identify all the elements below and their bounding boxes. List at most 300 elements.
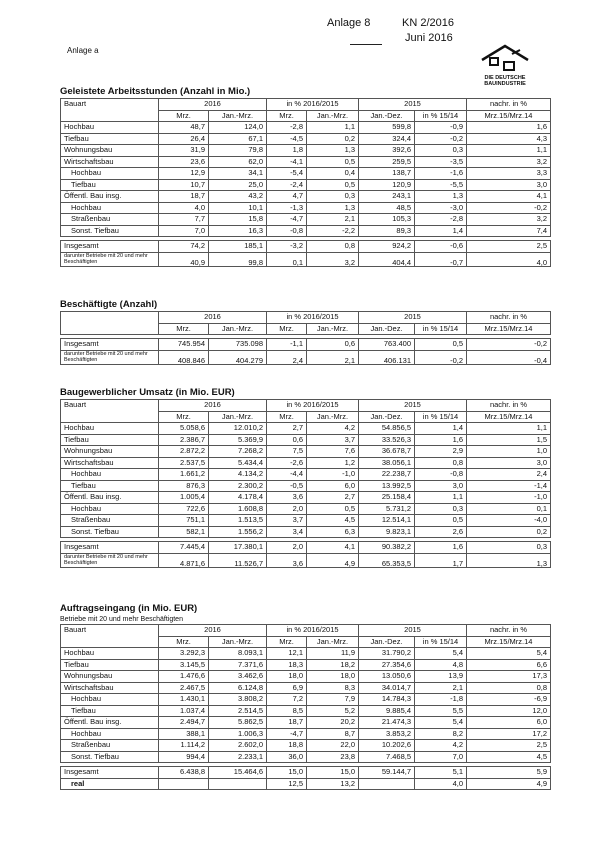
table-cell: 2.494,7 [159,717,209,729]
table-cell: 4.178,4 [209,492,267,504]
table-cell: 3,2 [467,214,551,226]
table-cell: 7,0 [415,751,467,763]
table-row [61,492,551,504]
employees-table [60,311,551,365]
table-cell: 4,3 [467,133,551,145]
table-cell: 5.434,4 [209,457,267,469]
table-cell: -1,4 [467,480,551,492]
row-label: darunter Betriebe mit 20 und mehr Beschäftigten [61,252,159,266]
table-cell: 5,4 [415,648,467,660]
table-cell: -2,4 [267,179,307,191]
column-header: Bauart [61,625,159,648]
table-cell: 1,0 [467,446,551,458]
report-month: Juni 2016 [405,32,453,44]
column-subheader: Mrz. [267,323,307,335]
table-row [61,191,551,203]
table-cell: 1.476,6 [159,671,209,683]
table-cell: 4,9 [467,778,551,790]
table-cell: 0,5 [415,515,467,527]
column-subheader: Jan.-Mrz. [209,636,267,648]
table-cell: 3,6 [267,492,307,504]
table-cell: 185,1 [209,241,267,253]
table-row [61,241,551,253]
table-cell: 15,8 [209,214,267,226]
table-cell: 876,3 [159,480,209,492]
section-title: Baugewerblicher Umsatz (in Mio. EUR) [60,387,235,398]
table-cell: 8,2 [415,728,467,740]
table-row [61,682,551,694]
table-cell: 1,7 [415,553,467,567]
table-cell: 0,3 [307,191,359,203]
table-row [61,480,551,492]
column-subheader: in % 15/14 [415,323,467,335]
table-cell: 1,4 [415,423,467,435]
table-cell: -2,8 [415,214,467,226]
table-cell: 138,7 [359,168,415,180]
table-cell: 14.784,3 [359,694,415,706]
row-label: Hochbau [61,503,159,515]
table-row [61,717,551,729]
table-cell: 0,5 [307,179,359,191]
table-cell: 20,2 [307,717,359,729]
table-cell: 6,6 [467,659,551,671]
table-cell: 4,7 [267,191,307,203]
table-cell: -5,5 [415,179,467,191]
table-cell: 6,3 [307,526,359,538]
table-cell: 1,2 [307,457,359,469]
table-cell: 4,2 [307,423,359,435]
table-cell: 2,5 [467,241,551,253]
table-row [61,225,551,237]
table-cell: 1.006,3 [209,728,267,740]
table-cell: 18,0 [307,671,359,683]
table-cell: 2,5 [467,740,551,752]
table-cell: 59.144,7 [359,767,415,779]
table-row [61,457,551,469]
table-row [61,469,551,481]
column-header: nachr. in % [467,312,551,324]
table-cell: 1,6 [415,434,467,446]
table-cell: 48,7 [159,122,209,134]
column-subheader: Mrz.15/Mrz.14 [467,636,551,648]
section-orders [60,603,550,790]
column-subheader: Mrz.15/Mrz.14 [467,411,551,423]
table-row [61,202,551,214]
column-header: nachr. in % [467,400,551,412]
table-cell: 23,6 [159,156,209,168]
table-cell: 0,8 [467,682,551,694]
column-subheader: Jan.-Mrz. [307,636,359,648]
section-turnover [60,387,550,568]
table-cell: 16,3 [209,225,267,237]
table-cell: -2,6 [267,457,307,469]
table-cell: 2,1 [307,214,359,226]
row-label: Hochbau [61,469,159,481]
table-cell: 5,1 [415,767,467,779]
table-cell: 1,3 [415,191,467,203]
table-cell: 90.382,2 [359,542,415,554]
row-label: Tiefbau [61,133,159,145]
table-row [61,122,551,134]
table-row [61,446,551,458]
table-cell: 2.386,7 [159,434,209,446]
column-header: 2015 [359,625,467,637]
table-cell: 48,5 [359,202,415,214]
table-cell: 1.661,2 [159,469,209,481]
table-row [61,671,551,683]
table-cell: 2,0 [267,542,307,554]
table-cell: 4,0 [415,778,467,790]
table-cell: 2.300,2 [209,480,267,492]
table-cell: 3,0 [467,179,551,191]
table-cell: 13.050,6 [359,671,415,683]
table-cell: 13,2 [307,778,359,790]
table-row [61,705,551,717]
table-row [61,648,551,660]
header-row [61,99,551,111]
row-label: darunter Betriebe mit 20 und mehr Beschäftigten [61,350,159,364]
table-cell: 0,6 [267,434,307,446]
table-cell: 3,0 [467,457,551,469]
table-cell: 18,3 [267,659,307,671]
column-subheader: Jan.-Mrz. [209,110,267,122]
table-cell: 1,4 [415,225,467,237]
table-cell: 15,0 [267,767,307,779]
table-cell: 3.292,3 [159,648,209,660]
table-row [61,751,551,763]
header-row [61,625,551,637]
table-cell: 0,4 [307,168,359,180]
column-header: 2016 [159,625,267,637]
table-cell: 2.514,5 [209,705,267,717]
table-cell: 18,7 [159,191,209,203]
column-subheader: Mrz. [267,110,307,122]
table-cell: 3,0 [415,480,467,492]
table-cell: 1,5 [467,434,551,446]
column-subheader: Mrz. [159,110,209,122]
table-cell: 34,1 [209,168,267,180]
table-cell: 4,8 [415,659,467,671]
table-cell: 31,9 [159,145,209,157]
row-label: Sonst. Tiefbau [61,526,159,538]
table-cell: 0,1 [467,503,551,515]
table-row [61,694,551,706]
table-row [61,767,551,779]
table-cell: 1,3 [307,145,359,157]
table-cell: 7.468,5 [359,751,415,763]
table-cell: 0,3 [467,542,551,554]
column-subheader: Jan.-Mrz. [307,323,359,335]
table-cell: 15.464,6 [209,767,267,779]
table-cell: -6,9 [467,694,551,706]
table-cell: 26,4 [159,133,209,145]
table-cell: 12.010,2 [209,423,267,435]
table-row [61,542,551,554]
row-label: Hochbau [61,728,159,740]
column-subheader: Jan.-Dez. [359,411,415,423]
table-row [61,553,551,567]
table-cell: -3,5 [415,156,467,168]
column-subheader: Jan.-Mrz. [209,323,267,335]
table-row [61,339,551,351]
row-label: Öffentl. Bau insg. [61,191,159,203]
table-cell: 3.853,2 [359,728,415,740]
table-cell: 4,5 [307,515,359,527]
report-code: KN 2/2016 [402,17,454,29]
table-cell: -0,6 [415,241,467,253]
table-cell: -0,2 [415,133,467,145]
turnover-table [60,399,551,568]
table-cell: 4,5 [467,751,551,763]
table-cell: -0,2 [415,350,467,364]
table-cell: -0,9 [415,122,467,134]
table-row [61,145,551,157]
table-cell: 324,4 [359,133,415,145]
table-cell: 3,7 [307,434,359,446]
table-cell: -0,8 [415,469,467,481]
table-cell: 2.233,1 [209,751,267,763]
table-cell: 924,2 [359,241,415,253]
table-cell: -1,0 [467,492,551,504]
table-cell: 2,7 [267,423,307,435]
table-cell: 2,1 [307,350,359,364]
table-cell: 0,5 [415,339,467,351]
table-cell: 36,0 [267,751,307,763]
table-cell: 1.005,4 [159,492,209,504]
table-cell: 5.731,2 [359,503,415,515]
table-cell: -0,5 [267,480,307,492]
table-row [61,179,551,191]
table-cell [359,778,415,790]
table-cell: 2,4 [267,350,307,364]
table-cell: 43,2 [209,191,267,203]
table-row [61,350,551,364]
table-cell: 17.380,1 [209,542,267,554]
table-cell: -0,8 [267,225,307,237]
table-cell: 22,0 [307,740,359,752]
section-employees [60,299,550,365]
table-cell: 7,6 [307,446,359,458]
table-cell: 404,4 [359,252,415,266]
row-label: Hochbau [61,648,159,660]
table-row [61,503,551,515]
column-header: 2016 [159,312,267,324]
table-cell: 9.885,4 [359,705,415,717]
row-label: Insgesamt [61,241,159,253]
table-cell: 392,6 [359,145,415,157]
table-cell: 1,1 [307,122,359,134]
table-cell: 79,8 [209,145,267,157]
table-cell: 1.037,4 [159,705,209,717]
table-cell: 6,9 [267,682,307,694]
table-cell: -4,0 [467,515,551,527]
table-row [61,659,551,671]
table-cell: 5,2 [307,705,359,717]
table-cell: 5,4 [467,648,551,660]
table-cell: 23,8 [307,751,359,763]
column-header: in % 2016/2015 [267,400,359,412]
table-cell: 1,3 [307,202,359,214]
table-cell: 7.371,6 [209,659,267,671]
column-subheader: Jan.-Dez. [359,636,415,648]
table-cell: 6.438,8 [159,767,209,779]
row-label: Tiefbau [61,480,159,492]
table-cell: 34.014,7 [359,682,415,694]
logo-text-2: BAUINDUSTRIE [484,81,526,87]
table-cell: -1,6 [415,168,467,180]
table-cell: 722,6 [159,503,209,515]
table-cell: 10,7 [159,179,209,191]
table-cell: 7,2 [267,694,307,706]
table-cell: 8,5 [267,705,307,717]
table-cell: 7,7 [159,214,209,226]
table-cell: 18,7 [267,717,307,729]
table-cell: 62,0 [209,156,267,168]
table-cell: 1,1 [467,423,551,435]
table-cell: 22.238,7 [359,469,415,481]
table-cell: 751,1 [159,515,209,527]
column-subheader: Mrz. [159,636,209,648]
table-cell: 1,3 [467,553,551,567]
table-cell: 2,4 [467,469,551,481]
column-subheader: in % 15/14 [415,110,467,122]
table-cell: 4,1 [307,542,359,554]
table-cell: 25,0 [209,179,267,191]
table-cell: 18,8 [267,740,307,752]
table-cell: 2.537,5 [159,457,209,469]
table-cell: 4,0 [159,202,209,214]
underline [350,44,382,45]
column-subheader: Jan.-Mrz. [307,411,359,423]
table-cell: 8,3 [307,682,359,694]
table-cell: 2,9 [415,446,467,458]
column-subheader: Jan.-Mrz. [209,411,267,423]
column-header: nachr. in % [467,99,551,111]
row-label: real [61,778,159,790]
row-label: Insgesamt [61,339,159,351]
table-cell: 54.856,5 [359,423,415,435]
section-subtitle: Betriebe mit 20 und mehr Beschäftigten [60,616,183,623]
table-cell: 120,9 [359,179,415,191]
table-row [61,133,551,145]
table-cell: -2,8 [267,122,307,134]
table-row [61,168,551,180]
table-cell: 243,1 [359,191,415,203]
table-cell: 18,2 [307,659,359,671]
table-cell: -5,4 [267,168,307,180]
table-cell: 8,7 [307,728,359,740]
table-cell: 2,7 [307,492,359,504]
table-cell: 65.353,5 [359,553,415,567]
table-cell: 0,8 [415,457,467,469]
table-row [61,728,551,740]
table-cell: 0,2 [307,133,359,145]
table-cell: 13.992,5 [359,480,415,492]
column-subheader: Jan.-Mrz. [307,110,359,122]
table-cell: 6,0 [307,480,359,492]
row-label: Öffentl. Bau insg. [61,492,159,504]
table-cell: 9.823,1 [359,526,415,538]
table-cell: 31.790,2 [359,648,415,660]
table-cell: 3.145,5 [159,659,209,671]
table-cell: 2.467,5 [159,682,209,694]
table-cell: -1,3 [267,202,307,214]
table-cell: -4,1 [267,156,307,168]
column-subheader: Jan.-Dez. [359,323,415,335]
table-cell: 2,6 [415,526,467,538]
row-label: Hochbau [61,694,159,706]
table-row [61,214,551,226]
column-subheader: Mrz.15/Mrz.14 [467,323,551,335]
table-cell: 5.058,6 [159,423,209,435]
column-header: 2015 [359,312,467,324]
row-label: Straßenbau [61,740,159,752]
table-cell: 11.526,7 [209,553,267,567]
table-cell: 3,6 [267,553,307,567]
column-header: 2015 [359,400,467,412]
table-cell: 0,2 [467,526,551,538]
table-cell: 4,1 [467,191,551,203]
row-label: Wirtschaftsbau [61,682,159,694]
annex-a-label: Anlage a [67,46,99,55]
table-cell: -3,0 [415,202,467,214]
table-cell: 36.678,7 [359,446,415,458]
table-cell: 2.602,0 [209,740,267,752]
table-cell: 6,0 [467,717,551,729]
table-cell: 0,6 [307,339,359,351]
table-cell: 2,0 [267,503,307,515]
table-cell: 12,5 [267,778,307,790]
table-cell: -0,4 [467,350,551,364]
row-label: Hochbau [61,122,159,134]
table-cell: 7,9 [307,694,359,706]
table-cell: 0,5 [307,156,359,168]
table-cell: 3,2 [307,252,359,266]
table-cell: 40,9 [159,252,209,266]
table-cell: 17,3 [467,671,551,683]
section-working-hours [60,86,550,267]
table-cell: 994,4 [159,751,209,763]
table-cell: 4,9 [307,553,359,567]
row-label: Hochbau [61,168,159,180]
table-cell: 763.400 [359,339,415,351]
table-cell [159,778,209,790]
table-cell: 5.369,9 [209,434,267,446]
table-cell: 1,6 [467,122,551,134]
table-cell: -4,7 [267,728,307,740]
table-cell: -4,4 [267,469,307,481]
table-cell: 408.846 [159,350,209,364]
row-label: Hochbau [61,423,159,435]
column-subheader: Mrz. [159,323,209,335]
table-cell: 3,3 [467,168,551,180]
table-cell: -0,2 [467,339,551,351]
table-cell: 1.430,1 [159,694,209,706]
annex-number: Anlage 8 [327,17,371,29]
column-subheader: Mrz.15/Mrz.14 [467,110,551,122]
table-cell: 12.514,1 [359,515,415,527]
table-cell: 3,4 [267,526,307,538]
table-cell: 124,0 [209,122,267,134]
table-cell: -1,0 [307,469,359,481]
table-cell: 13,9 [415,671,467,683]
column-subheader: Mrz. [267,411,307,423]
table-cell: 7,0 [159,225,209,237]
row-label: Öffentl. Bau insg. [61,717,159,729]
table-cell: 259,5 [359,156,415,168]
row-label: Wirtschaftsbau [61,156,159,168]
row-label: darunter Betriebe mit 20 und mehr Beschäftigten [61,553,159,567]
